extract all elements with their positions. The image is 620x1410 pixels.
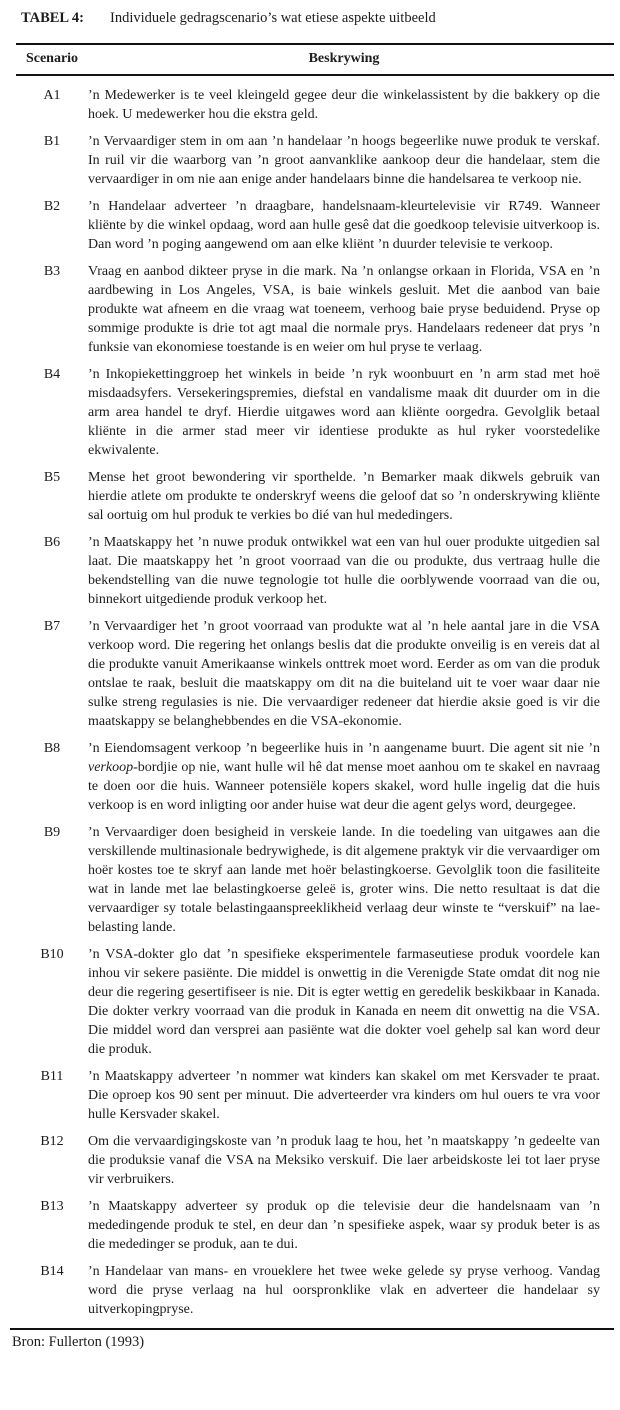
table-caption (0, 0, 620, 27)
table-row (16, 533, 614, 609)
scenario-description: ’n Handelaar adverteer ’n draagbare, handelsnaam-kleurtelevisie vir R749. Wanneer kliënte by die winkel opdaag, word aan hulle gesê dat die goedkoop televisie uitverkoop is. Dan word ’n poging aangewend om aan elke kliënt ’n duurder televisie te verkoop. (88, 199, 600, 252)
table-header-row (16, 43, 614, 76)
table-caption-text: Individuele gedragscenario’s wat etiese aspekte uitbeeld (110, 10, 436, 26)
scenario-code: B12 (40, 1134, 64, 1149)
scenario-description: ’n Vervaardiger het ’n groot voorraad van produkte wat al ’n hele aantal jare in die VSA verkoop word. Die regering het onlangs beslis dat die produkte onveilig is en vereis dat al die produkte vanuit Amerikaanse winkels onttrek moet word. Eerder as om van die produk ontslae te raak, besluit die maatskappy om dit na die buiteland uit te voer waar daar nie sulke streng regulasies is nie. Die vervaardiger redeneer dat hierdie aksie goed is vir die maatskappy se belanghebbendes en die VSA-ekonomie. (88, 619, 600, 729)
table-row (16, 197, 614, 254)
table-row (16, 739, 614, 815)
table-row (16, 86, 614, 124)
scenario-description: ’n VSA-dokter glo dat ’n spesifieke eksperimentele farmaseutiese produk voordele kan inhou vir sekere pasiënte. Die middel is onwettig in die Verenigde State omdat dit nog nie deur die regering gesertifiseer is nie. Dit is egter wettig en geredelik beskikbaar in Kanada. Die dokter verkry voorraad van die produk in Kanada en neem dit onwettig na die VSA. Die middel word dan versprei aan pasiënte wat die dokter voel gehelp sal kan word deur die produk. (88, 947, 600, 1057)
scenario-code: B4 (43, 367, 61, 382)
scenario-code: B1 (43, 134, 61, 149)
source-note: Bron: Fullerton (1993) (12, 1334, 145, 1350)
scenario-description: ’n Vervaardiger stem in om aan ’n handelaar ’n hoogs begeerlike nuwe produk te verskaf. In ruil vir die waarborg van ’n groot aanvanklike aankoop deur die handelaar, stem die vervaardiger in om nie aan enige ander handelaars binne die handelsarea te verkoop nie. (88, 134, 600, 187)
table-row (16, 468, 614, 525)
scenario-description: ’n Maatskappy adverteer sy produk op die televisie deur die handelsnaam van ’n mededingende produk te stel, en deur dan ’n spesifieke aspek, waar sy produk beter is as die mededinger se produk, aan te dui. (88, 1199, 600, 1252)
scenario-code: B7 (43, 619, 61, 634)
scenario-description: Vraag en aanbod dikteer pryse in die mark. Na ’n onlangse orkaan in Florida, VSA en ’n aardbewing in Los Angeles, VSA, is baie winkels gesluit. Met die aanbod van baie produkte wat afneem en die vraag wat toeneem, verhoog baie pryse beduidend. Pryse op sommige produkte is drie tot agt maal die normale prys. Handelaars redeneer dat prys ’n funksie van ekonomiese toestande is en weier om hul pryse te verlaag. (88, 264, 600, 355)
scenario-description: ’n Handelaar van mans- en vroueklere het twee weke gelede sy pryse verhoog. Vandag word die pryse verlaag na hul oorspronklike vlak en adverteer die handelaar sy uitverkopingpryse. (88, 1264, 600, 1317)
scenario-description: ’n Medewerker is te veel kleingeld gegee deur die winkelassistent by die bakkery op die hoek. U medewerker hou die ekstra geld. (88, 88, 600, 122)
table-row (16, 365, 614, 460)
table-caption-label: TABEL 4: (21, 10, 84, 26)
table-row (16, 1132, 614, 1189)
table-row (16, 617, 614, 731)
table-row (16, 132, 614, 189)
scenario-code: B6 (43, 535, 61, 550)
scenario-description: ’n Eiendomsagent verkoop ’n begeerlike huis in ’n aangename buurt. Die agent sit nie ’n verkoop-bordjie op nie, want hulle wil hê dat mense moet aanhou om te skakel en navraag te doen oor die huis. Wanneer potensiële kopers skakel, word hulle ingelig dat die huis verkoop is en word inligting oor ander huise wat deur die agent gelys word, deurgegee. (88, 741, 600, 813)
scenario-code: B11 (40, 1069, 64, 1084)
scenario-code: A1 (43, 88, 61, 103)
table-row (16, 1262, 614, 1319)
table-row (16, 945, 614, 1059)
scenario-code: B10 (40, 947, 64, 962)
scenario-table (16, 43, 614, 1319)
table-body (16, 76, 614, 1319)
table-row (16, 1067, 614, 1124)
scenario-code: B9 (43, 825, 61, 840)
column-header-scenario: Scenario (25, 51, 79, 66)
scenario-description: Om die vervaardigingskoste van ’n produk laag te hou, het ’n maatskappy ’n gedeelte van die produksie vanaf die VSA na Meksiko verskuif. Die laer arbeidskoste lei tot laer pryse vir verbruikers. (88, 1134, 600, 1187)
scenario-description: ’n Vervaardiger doen besigheid in verskeie lande. In die toedeling van uitgawes aan die verskillende multinasionale bedrywighede, is dit algemene praktyk vir die vervaardiger om hoër kostes toe te skryf aan lande met hoër belastingkoerse. Gevolglik toon die fasiliteite wat in lande met lae belastingkoerse geleë is, groter wins. Die netto resultaat is dat die vervaardiger sy totale belastingaanspreeklikheid verlaag deur winste te “verskuif” na lae-belasting lande. (88, 825, 600, 935)
table-row (16, 1197, 614, 1254)
scenario-code: B5 (43, 470, 61, 485)
table-footer (10, 1328, 614, 1351)
column-header-beskrywing: Beskrywing (308, 51, 380, 66)
scenario-code: B2 (43, 199, 61, 214)
scenario-code: B3 (43, 264, 61, 279)
table-row (16, 262, 614, 357)
scenario-code: B8 (43, 741, 61, 756)
table-row (16, 823, 614, 937)
scenario-description: ’n Maatskappy adverteer ’n nommer wat kinders kan skakel om met Kersvader te praat. Die oproep kos 90 sent per minuut. Die adverteerder vra kinders om hul ouers te vra voor hulle Kersvader skakel. (88, 1069, 600, 1122)
scenario-code: B14 (40, 1264, 64, 1279)
scenario-code: B13 (40, 1199, 64, 1214)
scenario-description: Mense het groot bewondering vir sporthelde. ’n Bemarker maak dikwels gebruik van hierdie atlete om produkte te onderskryf weens die geloof dat so ’n onderskrywing kliënte sal oortuig om hul produk te verkies bo dié van hul mededingers. (88, 470, 600, 523)
scenario-description: ’n Maatskappy het ’n nuwe produk ontwikkel wat een van hul ouer produkte uitgedien sal laat. Die maatskappy het ’n groot voorraad van die ou produkte, dus vertraag hulle die bekendstelling van die nuwe tegnologie tot hulle die oorblywende voorraad van die ou, binnekort uitgediende produk verkoop het. (88, 535, 600, 607)
scenario-description: ’n Inkopiekettinggroep het winkels in beide ’n ryk woonbuurt en ’n arm stad met hoë misdaadsyfers. Versekeringspremies, diefstal en vandalisme maak dit duurder om in die arm area handel te dryf. Hierdie uitgawes word aan kliënte oorgedra. Gevolglik betaal kliënte in die armer stad meer vir identiese produkte as hul ryker voorstedelike ekwivalente. (88, 367, 600, 458)
